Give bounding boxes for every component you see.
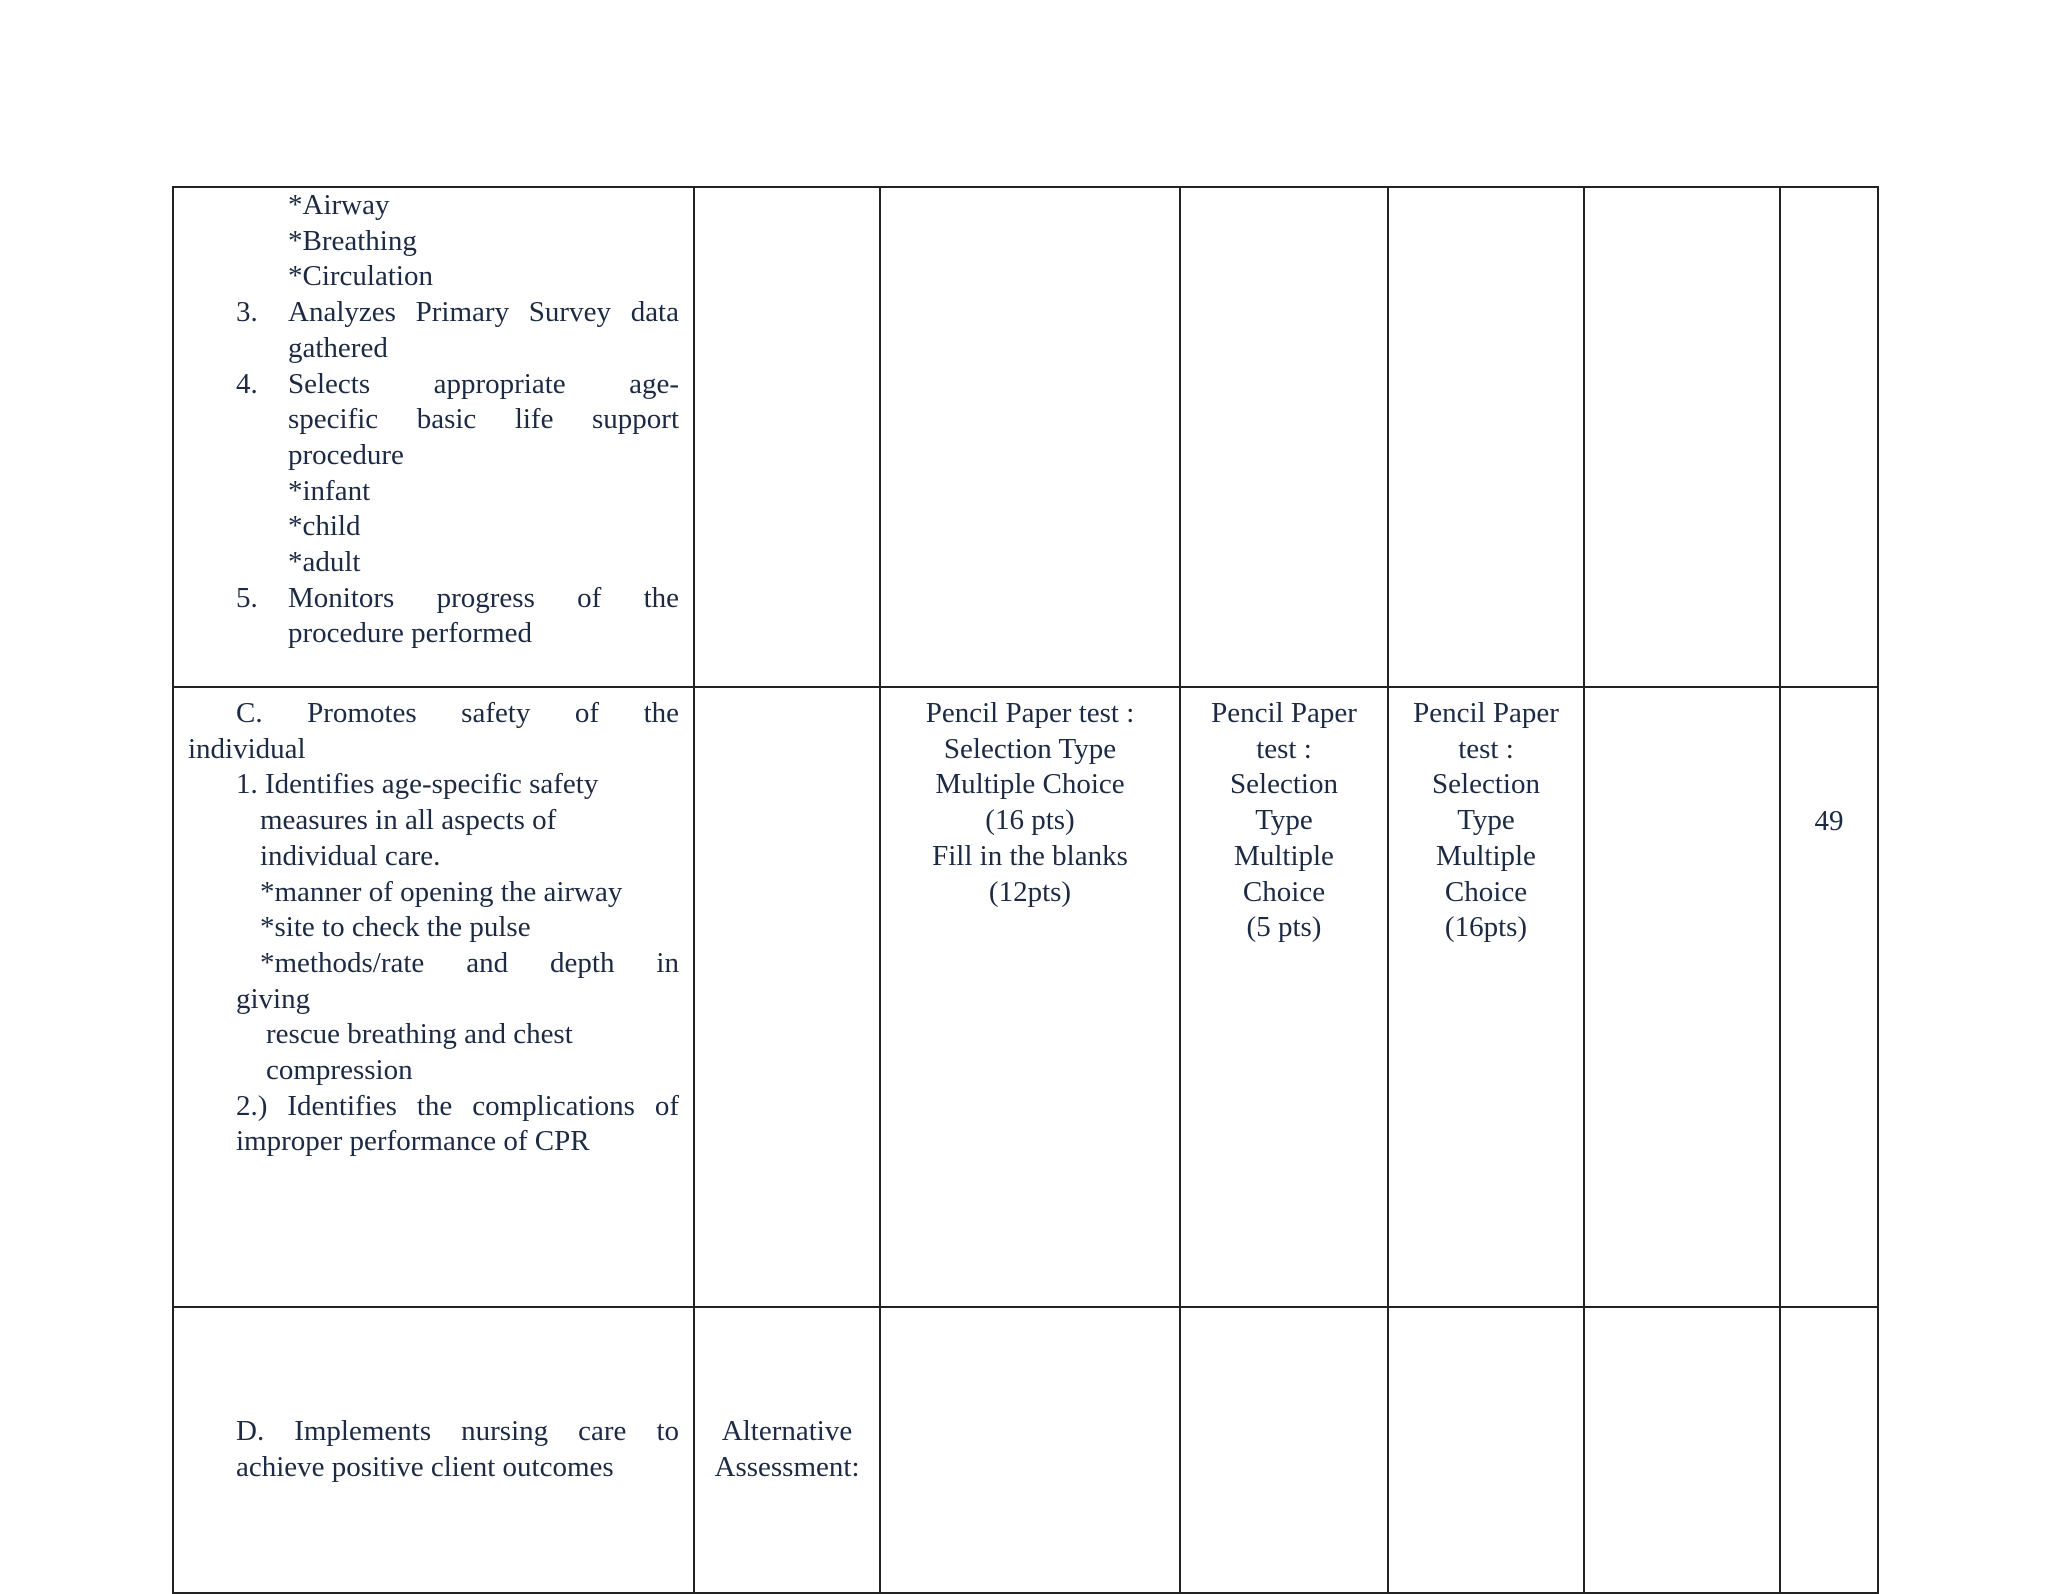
assessment-text: (12pts) — [988, 875, 1072, 908]
objective-heading: achieve positive client outcomes — [236, 1450, 614, 1483]
empty-cell — [1780, 1307, 1878, 1593]
list-text: Selects appropriate age- — [288, 367, 679, 400]
empty-cell — [880, 187, 1180, 687]
assessment-text: (16 pts) — [985, 804, 1075, 837]
assessment-cell-3 — [880, 687, 1180, 1307]
assessment-text: Pencil Paper — [1413, 697, 1559, 729]
assessment-text: Multiple — [1234, 839, 1334, 872]
objective-text: individual care. — [260, 839, 441, 872]
list-item — [188, 295, 679, 366]
assessment-text: test : — [1458, 732, 1514, 765]
assessment-text: Multiple — [1436, 839, 1536, 872]
assessment-text: Choice — [1242, 875, 1326, 908]
empty-cell — [694, 187, 880, 687]
list-text: Monitors progress of the — [288, 581, 679, 614]
list-text: specific basic life support — [288, 403, 679, 436]
sub-item: *child — [288, 510, 361, 543]
objective-text: rescue breathing and chest — [266, 1018, 573, 1051]
sub-item: *Breathing — [288, 224, 417, 257]
assessment-text: Type — [1457, 804, 1515, 837]
sub-item: *adult — [288, 546, 361, 579]
list-text: procedure performed — [288, 617, 532, 650]
assessment-text: (5 pts) — [1246, 911, 1322, 944]
objective-cell — [173, 1307, 694, 1593]
assessment-cell-2 — [694, 1307, 880, 1593]
list-text: procedure — [288, 438, 404, 471]
assessment-text: Multiple Choice — [935, 768, 1125, 801]
assessment-text: Type — [1255, 804, 1313, 837]
score-cell: 49 — [1780, 687, 1878, 1307]
table-row — [173, 187, 1878, 687]
objective-text: 1. Identifies age-specific safety — [236, 768, 599, 801]
table-row — [173, 1307, 1878, 1593]
assessment-text: Selection — [1230, 768, 1338, 801]
list-item — [188, 367, 679, 474]
assessment-text: Alternative — [721, 1415, 853, 1447]
table-row — [173, 687, 1878, 1307]
sub-item: *infant — [288, 474, 371, 507]
objective-text: measures in all aspects of — [260, 804, 557, 837]
list-text: Analyzes Primary Survey data — [288, 296, 679, 329]
assessment-text: (16pts) — [1444, 911, 1528, 944]
objective-text: giving — [236, 982, 311, 1015]
sub-item: *Airway — [288, 189, 390, 221]
assessment-text: Selection — [1432, 768, 1540, 801]
list-item — [188, 581, 679, 652]
assessment-text: Pencil Paper test : — [925, 697, 1135, 729]
empty-cell — [1388, 187, 1584, 687]
assessment-text: Selection Type — [943, 732, 1117, 765]
objective-cell — [173, 187, 694, 687]
list-number: 5. — [236, 581, 258, 614]
assessment-text: Fill in the blanks — [932, 839, 1128, 872]
objective-text: improper performance of CPR — [236, 1125, 590, 1158]
objective-heading: C. Promotes safety of the — [236, 697, 679, 729]
empty-cell — [1180, 187, 1388, 687]
empty-cell — [880, 1307, 1180, 1593]
empty-cell — [1780, 187, 1878, 687]
assessment-text: test : — [1256, 732, 1312, 765]
assessment-text: Pencil Paper — [1211, 697, 1357, 729]
assessment-table — [172, 186, 1879, 1594]
list-number: 3. — [236, 296, 258, 329]
empty-cell — [1180, 1307, 1388, 1593]
objective-text: *site to check the pulse — [260, 911, 531, 944]
list-text: gathered — [288, 331, 388, 364]
objective-cell — [173, 687, 694, 1307]
objective-text: compression — [266, 1054, 413, 1087]
assessment-cell-5 — [1388, 687, 1584, 1307]
empty-cell — [1584, 187, 1780, 687]
assessment-cell-4 — [1180, 687, 1388, 1307]
assessment-text: Choice — [1444, 875, 1528, 908]
sub-item: *Circulation — [288, 260, 433, 293]
empty-cell — [1584, 687, 1780, 1307]
list-number: 4. — [236, 367, 258, 400]
objective-text: 2.) Identifies the complications of — [236, 1089, 679, 1122]
objective-text: *methods/rate and depth in — [260, 946, 679, 979]
empty-cell — [1388, 1307, 1584, 1593]
objective-heading: D. Implements nursing care to — [236, 1415, 679, 1447]
objective-text: *manner of opening the airway — [260, 875, 623, 908]
assessment-text: Assessment: — [714, 1450, 860, 1483]
empty-cell — [1584, 1307, 1780, 1593]
empty-cell — [694, 687, 880, 1307]
objective-heading: individual — [188, 732, 306, 765]
